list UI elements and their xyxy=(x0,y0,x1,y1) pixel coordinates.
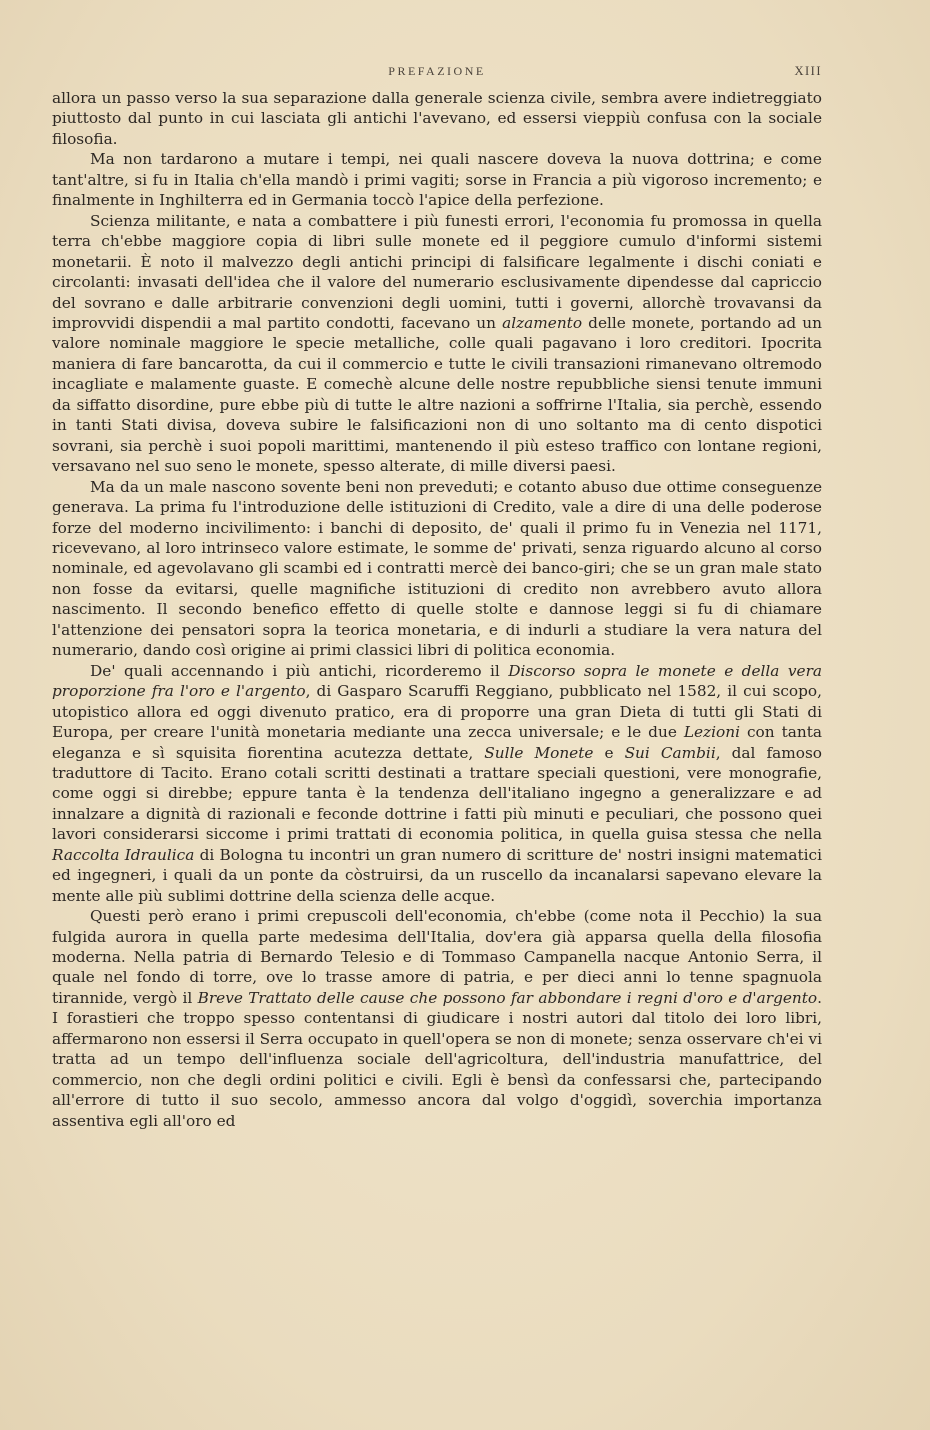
running-title: PREFAZIONE xyxy=(388,64,486,78)
paragraph xyxy=(52,661,822,906)
text-run: De' quali accennando i più antichi, ricorderemo il xyxy=(90,661,509,680)
italic-title-run: Sulle Monete xyxy=(484,743,594,762)
text-run: Ma non tardarono a mutare i tempi, nei quali nascere doveva la nuova dottrina; e come tant'altre, si fu in Italia ch'ella mandò i primi vagiti; sorse in Francia a più vigoroso incremento; e finalmente in Inghilterra ed in Germania toccò l'apice della perfezione. xyxy=(52,150,822,210)
text-run: delle monete, portando ad un valore nominale maggiore le specie metalliche, colle quali pagavano i loro creditori. Ipocrita maniera di fare bancarotta, da cui il commercio e tutte le civili transazioni rimanevano oltremodo incagliate e malamente guaste. E comechè alcune delle nostre repubbliche siensi tenute immuni da siffatto disordine, pure ebbe più di tutte le altre nazioni a soffrirne l'Italia, sia perchè, essendo in tanti Stati divisa, doveva subire le falsificazioni non di uno soltanto ma di cento dispotici sovrani, sia perchè i suoi popoli marittimi, mantenendo il più esteso traffico con lontane regioni, versavano nel suo seno le monete, spesso alterate, di mille diversi paesi. xyxy=(52,313,822,476)
text-run: di Bologna tu incontri un gran numero di scritture de' nostri insigni matematici ed ingegneri, i quali da un ponte da còstruirsi, da un ruscello da incanalarsi sapevano elevare la mente alle più sublimi dottrine della scienza delle acque. xyxy=(52,845,822,905)
page-number: XIII xyxy=(794,64,822,78)
running-head xyxy=(52,64,822,84)
text-run: Scienza militante, e nata a combattere i più funesti errori, l'economia fu promossa in quella terra ch'ebbe maggiore copia di libri sulle monete ed il peggiore cumulo d'informi sistemi monetarii. È noto il malvezzo degli antichi principi di falsificare legalmente i dischi coniati e circolanti: invasati dell'idea che il valore del numerario esclusivamente dipendesse dal capriccio del sovrano e dalle arbitrarie convenzioni degli uomini, tutti i governi, allorchè trovavansi da improvvidi dispendii a mal partito condotti, facevano un xyxy=(52,211,822,332)
italic-title-run: Discorso sopra le monete e della vera proporzione fra l'oro e l'argento xyxy=(52,661,823,701)
italic-title-run: alzamento xyxy=(502,313,583,332)
italic-title-run: Raccolta Idraulica xyxy=(52,845,195,864)
text-run: con tanta eleganza e sì squisita fiorentina acutezza dettate, xyxy=(52,723,822,762)
text-run: Ma da un male nascono sovente beni non preveduti; e cotanto abuso due ottime conseguenze generava. La prima fu l'introduzione delle istituzioni di Credito, vale a dire di una delle poderose forze del moderno incivilimento: i banchi di deposito, de' quali il primo fu in Venezia nel 1171, ricevevano, al loro intrinseco valore estimate, le somme de' privati, senza riguardo alcuno al corso nominale, ed agevolavano gli scambi ed i contratti mercè dei banco-giri; che se un gran male stato non fosse da evitarsi, quelle magnifiche istituzioni di credito non avrebbero avuto allora nascimento. Il secondo benefico effetto di quelle stolte e dannose leggi si fu di chiamare l'attenzione dei pensatori sopra la teorica monetaria, e di indurli a studiare la vera natura del numerario, dando così origine ai primi classici libri di politica economia. xyxy=(52,477,822,660)
paragraph xyxy=(52,149,822,210)
body-text xyxy=(52,88,822,1131)
italic-title-run: Lezioni xyxy=(683,723,740,742)
italic-title-run: Breve Trattato delle cause che possono far abbondare i regni d'oro e d'argento xyxy=(197,988,818,1007)
text-run: , di Gasparo Scaruffi Reggiano, pubblicato nel 1582, il cui scopo, utopistico allora ed oggi divenuto pratico, era di proporre una gran Dieta di tutti gli Stati di Europa, per creare l'unità monetaria mediante una zecca universale; e le due xyxy=(52,682,822,742)
text-run: Questi però erano i primi crepuscoli dell'economia, ch'ebbe (come nota il Pecchio) la sua fulgida aurora in quella parte medesima dell'Italia, dov'era già apparsa quella della filosofia moderna. Nella patria di Bernardo Telesio e di Tommaso Campanella nacque Antonio Serra, il quale nel fondo di torre, ove lo trasse amore di patria, e per dieci anni lo tenne spagnuola tirannide, vergò il xyxy=(52,907,822,1007)
paragraph xyxy=(52,211,822,477)
italic-title-run: Sui Cambii xyxy=(624,743,716,762)
paragraph xyxy=(52,477,822,661)
text-run: . I forastieri che troppo spesso contentansi di giudicare i nostri autori dal titolo dei loro libri, affermarono non essersi il Serra occupato in quell'opera se non di monete; senza osservare ch'ei vi tratta ad un tempo dell'influenza sociale dell'agricoltura, dell'industria manufattrice, del commercio, non che degli ordini politici e civili. Egli è bensì da confessarsi che, partecipando all'errore di tutto il suo secolo, ammesso ancora dal volgo d'oggidì, soverchia importanza assentiva egli all'oro ed xyxy=(52,988,822,1130)
text-run: allora un passo verso la sua separazione dalla generale scienza civile, sembra avere indietreggiato piuttosto dal punto in cui lasciata gli antichi l'avevano, ed essersi vieppiù confusa con la sociale filosofia. xyxy=(52,89,822,148)
paragraph xyxy=(52,88,822,149)
text-run: e xyxy=(593,743,625,762)
paragraph xyxy=(52,906,822,1131)
text-run: , dal famoso traduttore di Tacito. Erano cotali scritti destinati a trattare speciali questioni, vere monografie, come oggi si direbbe; eppure tanta è la tendenza dell'italiano ingegno a generalizzare e ad innalzare a dignità di razionali e feconde dottrine i fatti più minuti e peculiari, che possono quei lavori considerarsi siccome i primi trattati di economia politica, in quella guisa stessa che nella xyxy=(52,743,823,844)
